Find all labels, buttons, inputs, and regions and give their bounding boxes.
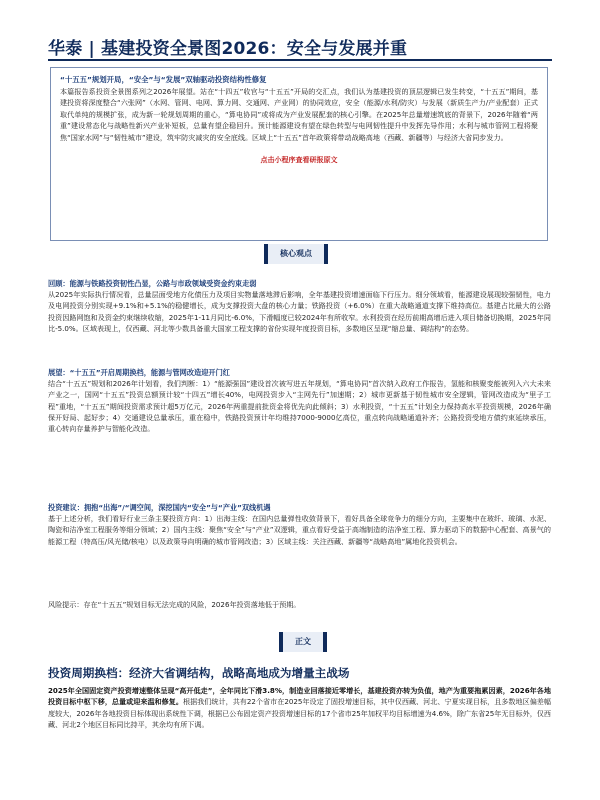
para-review xyxy=(48,278,551,334)
para-body: 从2025年实际执行情况看，总量层面受地方化债压力及项目实物量落地滞后影响，全年基建投资增速面临下行压力。细分领域看，能源建设展现较强韧性，电力及电网投资分别实现+9.1%和+5.1%的稳健增长，成为支撑投资大盘的核心力量；铁路投资（+6.0%）在重大战略通道支撑下维持高位。基建占比最大的公路投资因路网饱和及资金约束继续收缩，2025年1-11月同比-6.0%，下滑幅度已较2024年有所收窄。水利投资在经历前期高增后进入项目储备切换期，2025年同比-5.0%。区域表现上，仅西藏、河北等少数具备重大国家工程支撑的省份实现年度投资目标，多数地区呈现“缩总量、调结构”的态势。 xyxy=(48,290,551,333)
para-heading: 展望：“十五五”开启周期换档，能源与管网改造迎开门红 xyxy=(48,368,230,377)
section-label: 核心观点 xyxy=(268,244,324,264)
para-outlook xyxy=(48,367,551,434)
section-tag-core-views xyxy=(264,244,328,264)
tag-bar-right xyxy=(323,632,327,652)
section-label: 正文 xyxy=(283,632,323,652)
summary-body: 本篇报告系投资全景图系列之2026年展望。站在“十四五”收官与“十五五”开局的交汇点，我们认为基建投资的顶层逻辑已发生转变，“十五五”期间，基建投资将深度整合“六张网”（水网、管网、电网、算力网、交通网、产业网）的协同效应，安全（能源/水利/防灾）与发展（新质生产力/产业配套）正式取代单纯的规模扩张，成为新一轮规划周期的重心，“算电协同”或将成为产业发展配套的核心引擎。在2025年总量增速筑底的背景下，2026年随着“两重”建设常态化与战略性新兴产业补短板，总量有望企稳回升。预计能源建设有望在绿色转型与电网韧性提升中发挥先导作用；水利与城市管网工程将聚焦“国家水网”与“韧性城市”建设，筑牢防灾减灾的安全底线。区域上“十五五”首年政策将带动战略高地（西藏、新疆等）与经济大省同步发力。 xyxy=(60,87,538,142)
page-title: 华泰 | 基建投资全景图2026：安全与发展并重 xyxy=(48,39,408,59)
para-heading: 回顾：能源与铁路投资韧性凸显，公路与市政领域受资金约束走弱 xyxy=(48,279,257,288)
summary-box xyxy=(50,67,548,241)
title-divider xyxy=(48,59,552,61)
main-body-rest: 根据我们统计，共有22个省市在2025年设定了固投增速目标，其中仅西藏、河北、宁夏实现目标，且多数地区偏差幅度较大，2026年各地投资目标体现出系统性下调，根据已公布固定资产投资增速目标的17个省市25年加权平均目标增速为4.6%，除广东省25年无目标外，仅西藏、河北2个地区目标同比持平，其余均有所下调。 xyxy=(48,697,552,730)
section-tag-main-text xyxy=(279,632,327,652)
main-body xyxy=(48,685,551,731)
para-body: 基于上述分析，我们看好行业三条主要投资方向：1）出海主线：在国内总量弹性收敛背景下，看好具备全球竞争力的细分方向，主要集中在玻纤、玻璃、水泥、陶瓷和洁净室工程服务等细分领域；2）国内主线：聚焦“安全”与“产业”双逻辑，重点看好受益于高端制造的洁净室工程、算力驱动下的数据中心配套、高景气的能源工程（特高压/风光储/核电）以及政策导向明确的城市管网改造；3）区域主线：关注西藏、新疆等“战略高地”属地化投资机会。 xyxy=(48,514,551,546)
risk-note: 风险提示：存在“十五五”规划目标无法完成的风险，2026年投资落地低于预期。 xyxy=(48,600,301,609)
report-original-link[interactable]: 点击小程序查看研报原文 xyxy=(260,156,338,165)
main-body-lead: 2025年全国固定资产投资增速整体呈现“高开低走”，全年同比下滑3.8%，制造业回落接近零增长，基建投资亦转为负值，地产为重要拖累因素，2026年各地投资目标中枢下移，总量或迎来温和修复。 xyxy=(48,686,551,707)
tag-bar-right xyxy=(324,244,328,264)
para-body: 结合“十五五”规划和2026年计划看，我们判断：1）“能源强国”建设首次被写进五年规划，“算电协同”首次纳入政府工作报告，氢能和核聚变能被列入六大未来产业之一，国网“十五五”投资总额预计较“十四五”增长40%，电网投资步入“主网先行”加速期；2）城市更新基于韧性城市安全逻辑，管网改造成为“里子工程”重地，“十五五”期间投资需求预计超5万亿元，2026年两重提前批资金将优先向此倾斜；3）水利投资，“十五五”计划全力保持高水平投资规模，2026年确保开好局、起好步；4）交通建设总量承压，重在稳中，铁路投资预计年均维持7000-9000亿高位，重点转向战略通道补齐；公路投资受地方债约束延续承压，重心转向存量养护与智能化改造。 xyxy=(48,379,551,434)
summary-heading: “十五五”规划开局，“安全”与“发展”双轴驱动投资结构性修复 xyxy=(60,75,267,84)
section-heading: 投资周期换档：经济大省调结构，战略高地成为增量主战场 xyxy=(48,666,350,680)
para-investment-advice xyxy=(48,502,551,547)
para-heading: 投资建议：拥抱“出海”/“调空间，深挖国内“安全”与“产业”双线机遇 xyxy=(48,503,271,512)
